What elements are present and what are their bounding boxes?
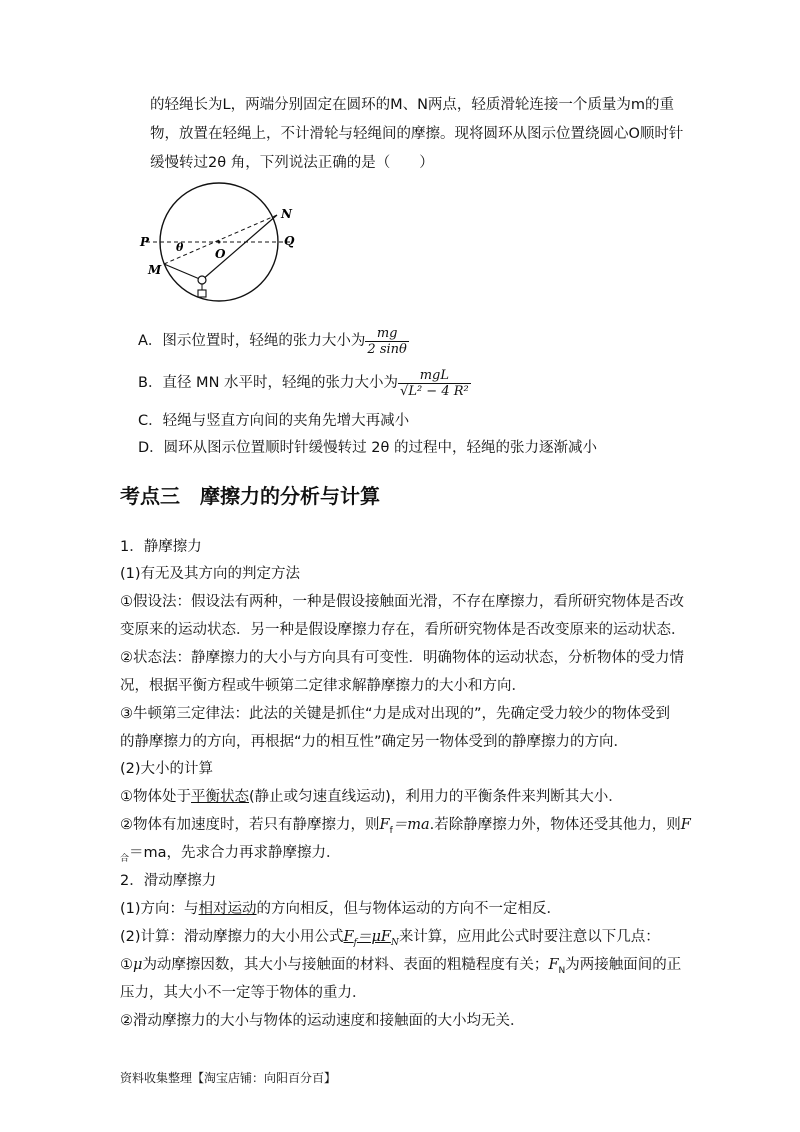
option-b-fraction — [398, 368, 471, 399]
option-a — [138, 324, 409, 358]
paragraph-line — [120, 843, 341, 869]
option-d: D．圆环从图示位置顺时针缓慢转过 2θ 的过程中，轻绳的张力逐渐减小 — [138, 440, 597, 456]
circle-figure — [138, 182, 308, 312]
formula-run: ＝μF — [356, 929, 391, 945]
text-run: ①物体处于 — [120, 789, 191, 805]
option-b-numerator: mgL — [419, 367, 450, 383]
paragraph-line — [120, 815, 691, 841]
symbol-f: F — [379, 817, 390, 833]
paragraph-line — [120, 955, 681, 981]
symbol-f: F — [343, 929, 354, 945]
subheading-direction: (1)有无及其方向的判定方法 — [120, 566, 301, 582]
label-theta: θ — [176, 241, 184, 254]
label-m: M — [148, 263, 162, 277]
text-run: (静止或匀速直线运动)，利用力的平衡条件来判断其大小． — [249, 789, 623, 805]
text-run: 为两接触面间的正 — [565, 957, 682, 973]
label-p: P — [140, 235, 150, 249]
paragraph-line: ①假设法：假设法有两种，一种是假设接触面光滑，不存在摩擦力，看所研究物体是否改 — [120, 594, 684, 610]
term-equilibrium-state: 平衡状态 — [191, 789, 249, 805]
paragraph-line: ②滑动摩擦力的大小与物体的运动速度和接触面的大小均无关． — [120, 1013, 525, 1029]
symbol-f: F — [680, 817, 691, 833]
paragraph-line — [120, 927, 660, 953]
formula-sliding-friction — [343, 929, 399, 948]
label-o: O — [215, 247, 226, 261]
rope-right — [202, 215, 277, 280]
subheading-static-friction: 1．静摩擦力 — [120, 539, 202, 555]
subscript: 合 — [120, 853, 130, 864]
text-run: 来计算，应用此公式时要注意以下几点： — [398, 929, 660, 945]
weight-block — [198, 290, 206, 297]
paragraph-line — [120, 787, 623, 807]
text-run: (1)方向：与 — [120, 901, 199, 917]
question-stem-line-2: 物，放置在轻绳上，不计滑轮与轻绳间的摩擦。现将圆环从图示位置绕圆心O顺时针 — [150, 126, 684, 142]
option-a-numerator: mg — [376, 325, 398, 341]
subheading-magnitude: (2)大小的计算 — [120, 761, 214, 777]
paragraph-line: ③牛顿第三定律法：此法的关键是抓住“力是成对出现的”，先确定受力较少的物体受到 — [120, 706, 671, 722]
option-b — [138, 366, 471, 400]
option-b-denominator: √L² − 4 R² — [400, 383, 469, 399]
text-run: .若除静摩擦力外，物体还受其他力，则 — [429, 817, 681, 833]
subheading-sliding-friction: 2．滑动摩擦力 — [120, 873, 217, 889]
footer-note: 资料收集整理【淘宝店铺：向阳百分百】 — [120, 1071, 337, 1085]
question-stem-line-1: 的轻绳长为L，两端分别固定在圆环的M、N两点，轻质滑轮连接一个质量为m的重 — [150, 97, 675, 113]
paragraph-line: 变原来的运动状态．另一种是假设摩擦力存在，看所研究物体是否改变原来的运动状态． — [120, 622, 686, 638]
section-title: 考点三 摩擦力的分析与计算 — [120, 484, 380, 508]
label-q: Q — [284, 234, 295, 248]
formula-run: ＝ma — [392, 817, 430, 833]
text-run: ① — [120, 957, 133, 973]
option-a-denominator: 2 sinθ — [367, 341, 407, 357]
term-relative-motion: 相对运动 — [198, 901, 257, 917]
text-run: ②物体有加速度时，若只有静摩擦力，则 — [120, 817, 380, 833]
paragraph-line: 压力，其大小不一定等于物体的重力． — [120, 985, 367, 1001]
rope-left — [164, 264, 202, 280]
subscript: f — [389, 825, 393, 836]
subscript: N — [390, 937, 399, 948]
paragraph-line: 况，根据平衡方程或牛顿第二定律求解静摩擦力的大小和方向． — [120, 678, 526, 694]
symbol-f: F — [548, 957, 559, 973]
label-n: N — [281, 207, 292, 221]
option-a-text: A．图示位置时，轻绳的张力大小为 — [138, 333, 366, 349]
paragraph-line: ②状态法：静摩擦力的大小与方向具有可变性．明确物体的运动状态，分析物体的受力情 — [120, 650, 684, 666]
option-c: C．轻绳与竖直方向间的夹角先增大再减小 — [138, 413, 410, 429]
paragraph-line: 的静摩擦力的方向，再根据“力的相互性”确定另一物体受到的静摩擦力的方向． — [120, 734, 629, 750]
question-stem-line-3: 缓慢转过2θ 角，下列说法正确的是（ ） — [150, 155, 434, 171]
text-run: (2)计算：滑动摩擦力的大小用公式 — [120, 929, 344, 945]
text-run: 为动摩擦因数，其大小与接触面的材料、表面的粗糙程度有关； — [142, 957, 549, 973]
center-dot — [218, 241, 221, 244]
text-run: ＝ma，先求合力再求静摩擦力． — [129, 845, 341, 861]
subscript: N — [558, 965, 566, 976]
text-run: 的方向相反，但与物体运动的方向不一定相反． — [256, 901, 562, 917]
paragraph-line — [120, 899, 561, 919]
symbol-mu: μ — [133, 957, 143, 973]
pulley — [198, 276, 206, 284]
option-b-text: B．直径 MN 水平时，轻绳的张力大小为 — [138, 375, 399, 391]
option-a-fraction — [365, 326, 408, 357]
subscript: f — [353, 937, 357, 948]
